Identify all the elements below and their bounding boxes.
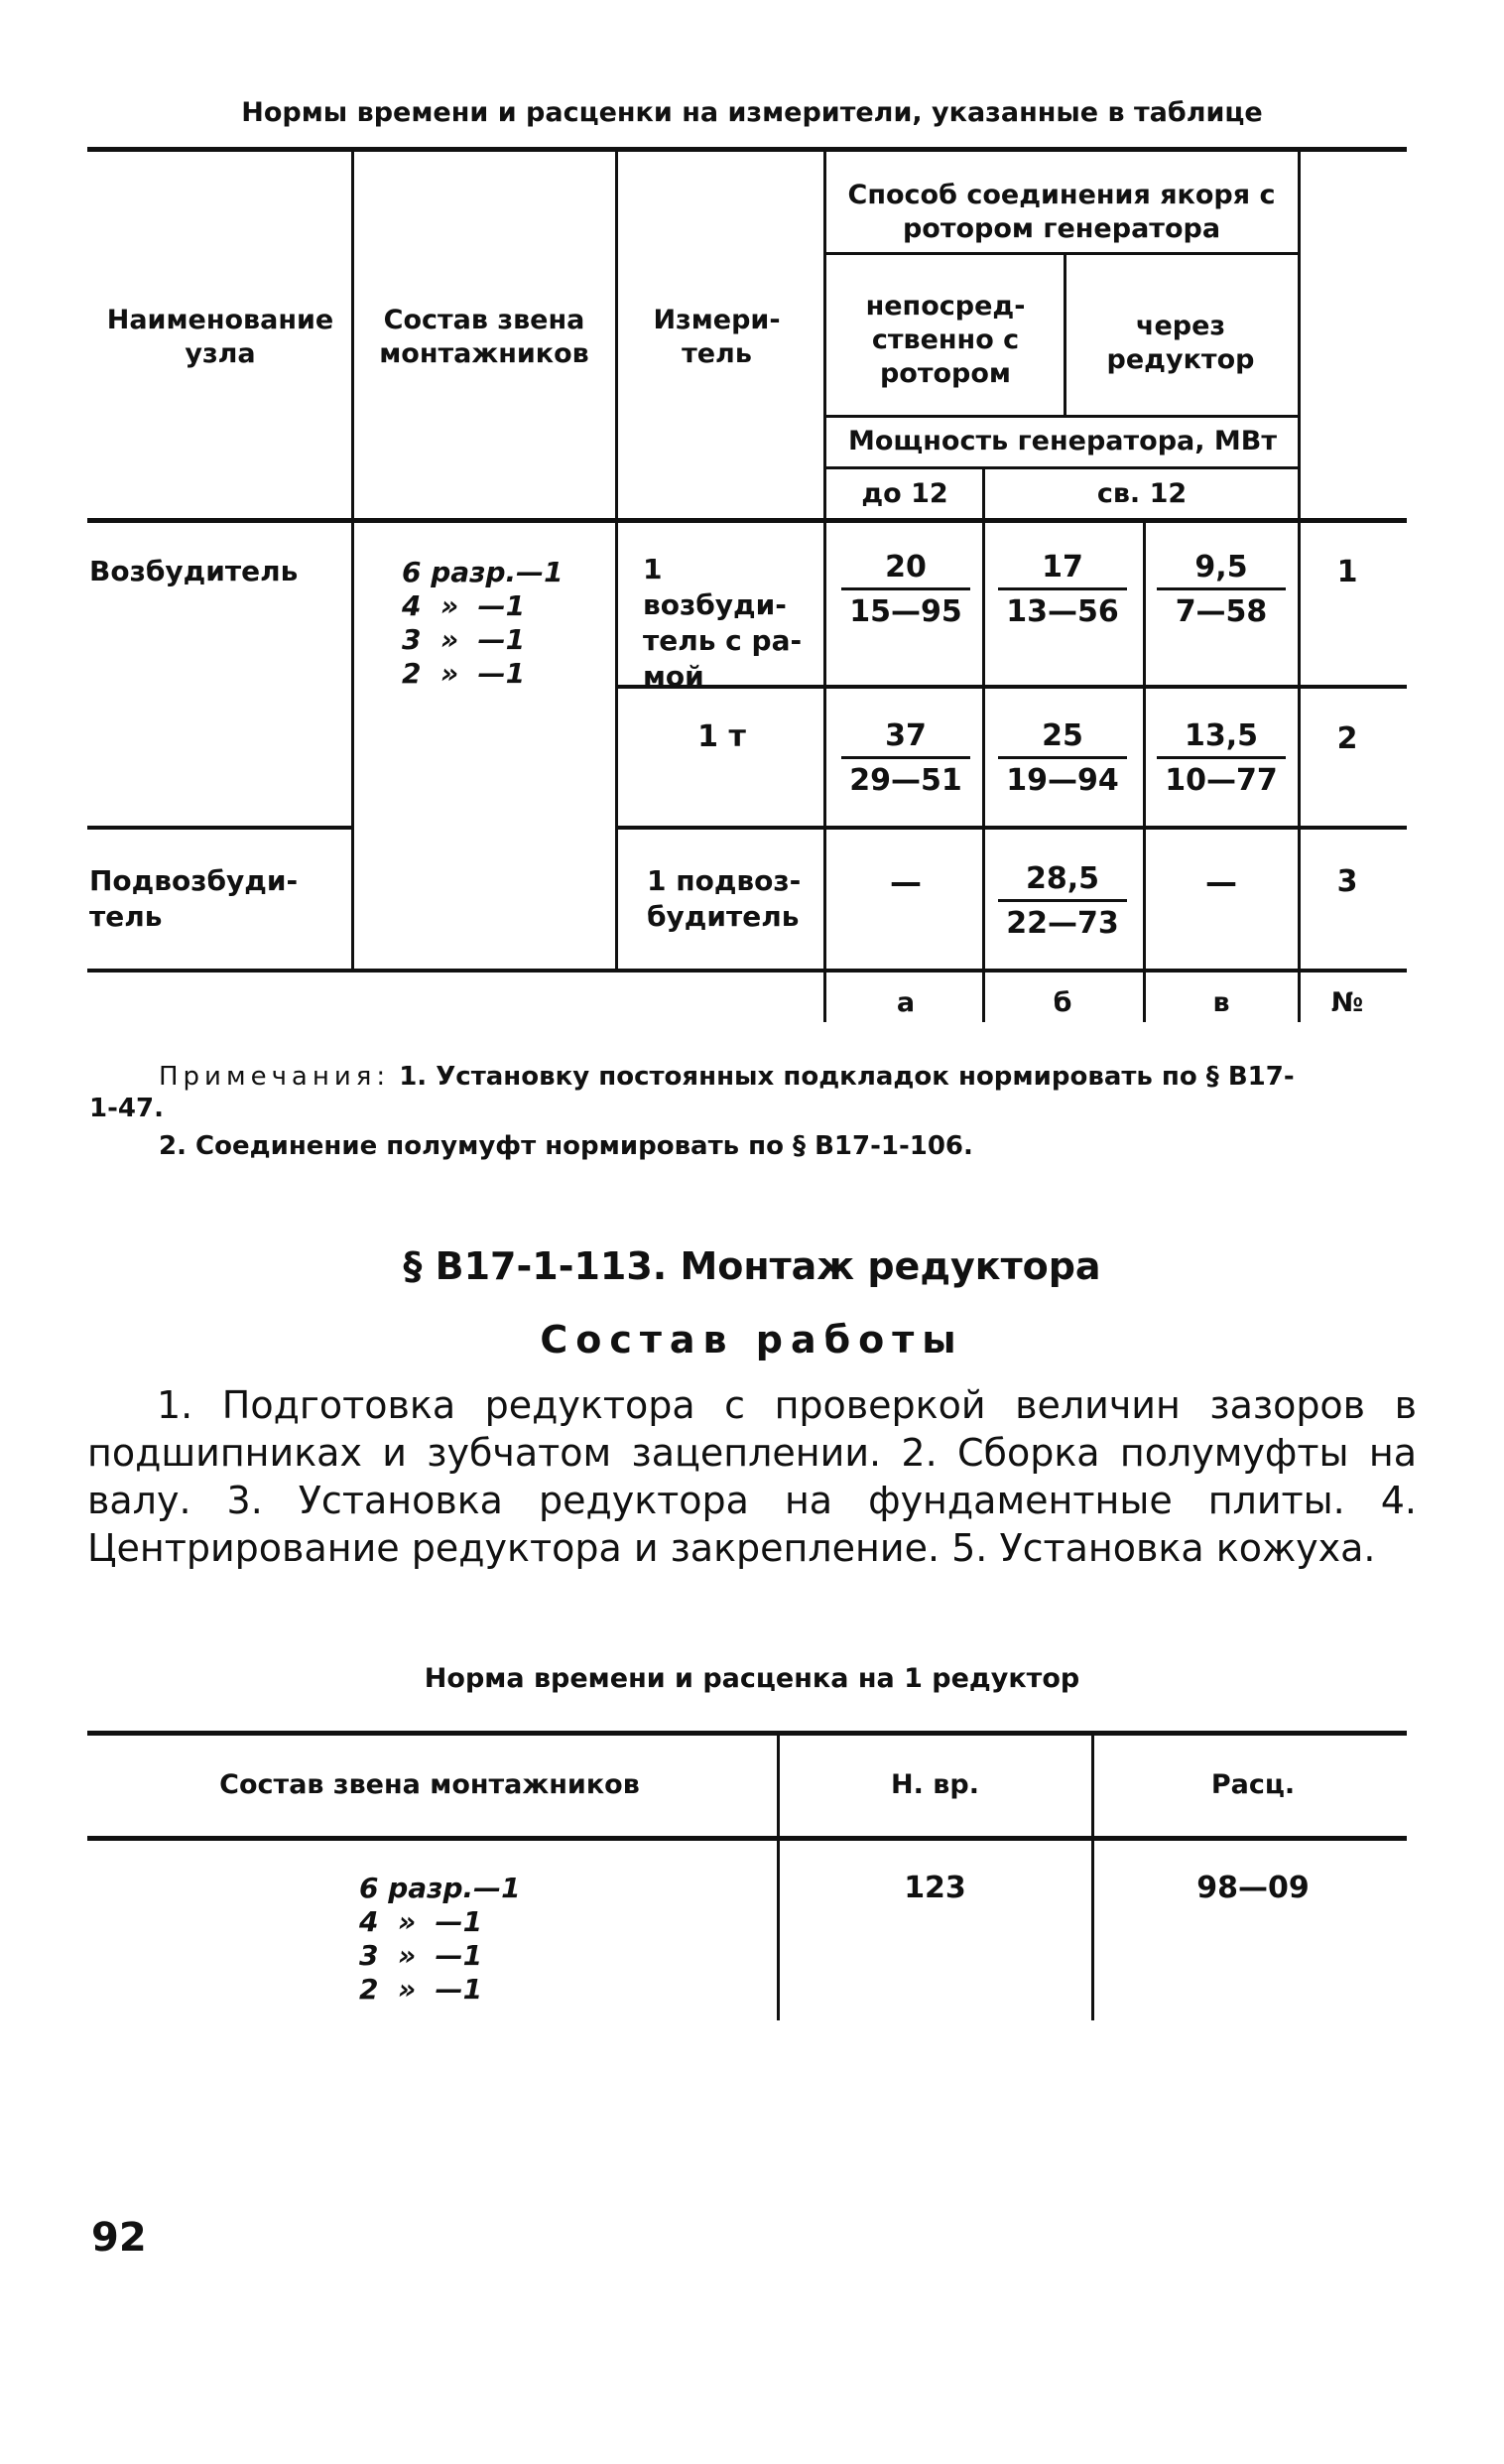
table1-col-line [615,149,618,971]
table1-rule [615,826,1407,830]
table1-rule [823,252,1300,255]
table1-rule [87,826,353,830]
table1-top-rule [87,147,1407,152]
row2-col-a: $\frac{37}{29—51}$ [841,716,970,803]
table1-caption: Нормы времени и расценки на измерители, указанные в таблице [241,97,1263,128]
table1-bottom-rule [87,969,1407,973]
footer-number-sign: № [1330,987,1364,1018]
table1-rule [823,466,1300,469]
section-title: § В17-1-113. Монтаж редуктора [403,1244,1101,1288]
table1-col-line [351,149,354,971]
row2-col-b: $\frac{25}{19—94}$ [998,716,1127,803]
section-subtitle: Состав работы [540,1318,964,1362]
table2-header-crew: Состав звена монтажников [219,1769,640,1800]
table1-col-line [1143,520,1146,1022]
row2-number: 2 [1336,721,1358,756]
header-over-12: св. 12 [1096,478,1188,509]
table1-header-bottom-rule [87,518,1407,523]
table2-col-line [1091,1733,1094,2020]
note-1-continued: 1-47. [89,1094,164,1123]
header-connection-method: Способ соединения якоря с ротором генератора [847,180,1276,244]
row3-col-b: $\frac{28,5}{22—73}$ [998,859,1127,946]
row2-col-c: $\frac{13,5}{10—77}$ [1157,716,1286,803]
notes-label: Примечания: [159,1062,391,1092]
table2-hours-value: 123 [904,1871,966,1905]
note-2: 2. Соединение полумуфт нормировать по § В17-1-106. [159,1131,973,1161]
table2-header-rule [87,1836,1407,1841]
table1-col-line [823,149,826,1022]
work-composition-text: 1. Подготовка редуктора с проверкой величин зазоров в подшипниках и зубчатом зацеплении. 2. Сборка полумуфты на валу. 3. Установка редуктора на фундаментные плиты. 4. Центрирование редуктора и закрепление. 5. Установка кожуха. [87,1383,1417,1570]
page-number: 92 [91,2215,147,2261]
row3-meter: 1 подвоз- будитель [647,864,802,933]
table2-col-line [777,1733,780,2020]
footer-col-a: а [896,987,916,1018]
table2-top-rule [87,1731,1407,1736]
footer-col-b: б [1053,987,1072,1018]
header-crew: Состав звена монтажников [379,305,589,369]
row1-col-b: $\frac{17}{13—56}$ [998,548,1127,634]
header-node-name: Наименование узла [106,305,334,369]
row-node-exciter: Возбудитель [89,555,299,587]
note-1: 1. Установку постоянных подкладок нормировать по § В17- [399,1062,1295,1092]
row3-col-a: — [890,863,922,901]
table2-price-value: 98—09 [1196,1871,1310,1905]
header-up-to-12: до 12 [861,478,948,509]
header-meter: Измери- тель [653,305,781,369]
table1-rule [823,415,1300,418]
header-via-reducer: через редуктор [1106,311,1255,375]
row1-meter: 1 возбуди- тель с ра- мой [643,553,803,693]
row-node-sub-exciter: Подвозбуди- тель [89,864,299,933]
footer-col-c: в [1212,987,1230,1018]
table1-col-line [1064,254,1066,417]
table1-col-line [982,468,985,1022]
notes-line1 [159,1060,1409,1094]
header-direct-to-rotor: непосред- ственно с ротором [865,291,1026,389]
crew-composition: 6 разр.—1 4 » —1 3 » —1 2 » —1 [402,556,564,690]
table2-caption: Норма времени и расценка на 1 редуктор [424,1663,1080,1694]
header-generator-power: Мощность генератора, МВт [847,426,1278,456]
table2-crew-composition: 6 разр.—1 4 » —1 3 » —1 2 » —1 [359,1872,521,2006]
table1-col-line [1298,149,1301,1022]
table2-header-price: Расц. [1210,1769,1296,1800]
row1-number: 1 [1336,555,1358,589]
row1-col-a: $\frac{20}{15—95}$ [841,548,970,634]
table2-header-hours: Н. вр. [891,1769,979,1800]
row3-col-c: — [1205,863,1237,901]
row2-meter: 1 т [697,719,746,754]
row1-col-c: $\frac{9,5}{7—58}$ [1157,548,1286,634]
row3-number: 3 [1336,864,1358,899]
